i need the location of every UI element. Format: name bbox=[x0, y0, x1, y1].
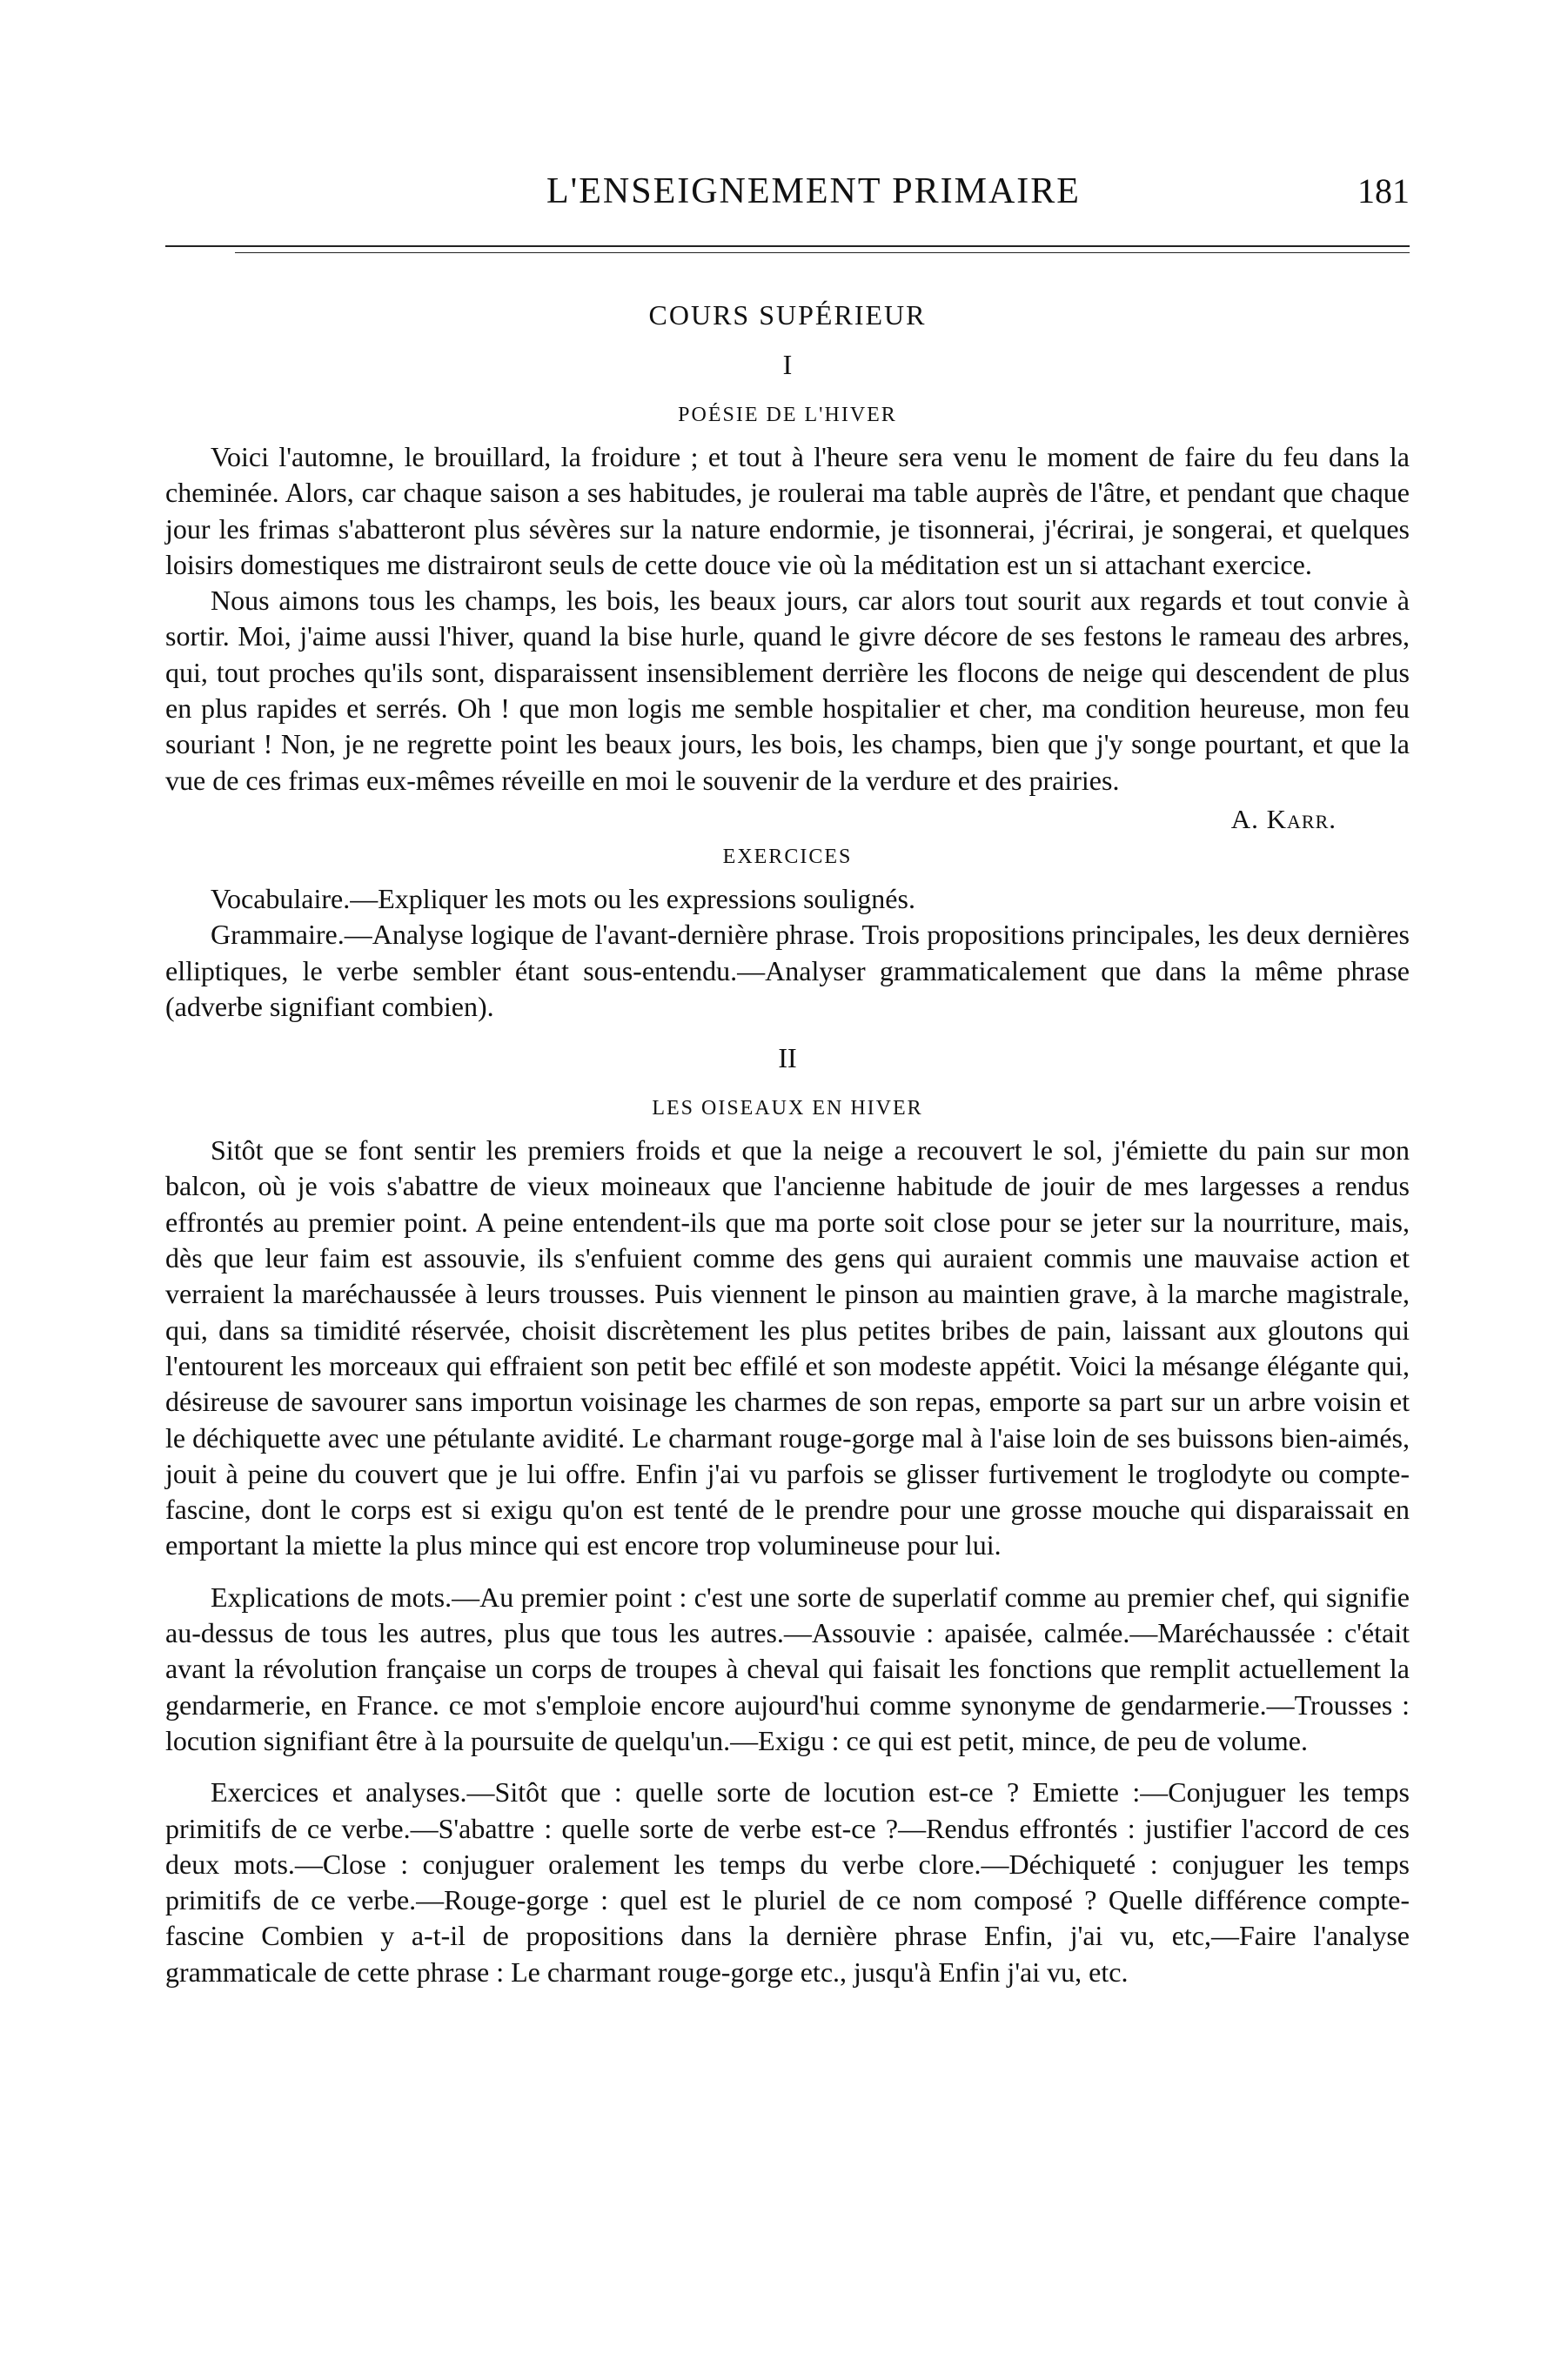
word-explanations: Explications de mots.—Au premier point : c'est une sorte de superlatif comme au premier chef, qui signifie au-dessus de tous les autres, plus que tous les autres.—Assouvie : apaisée, calmée.—Maréchaussée : c'était avant la révolution française un corps de troupes à cheval qui faisait les fonctions que remplit actuellement la gendarmerie, en France. ce mot s'emploie encore aujourd'hui comme synonyme de gendarmerie.—Trousses : locution signifiant être à la poursuite de quelqu'un.—Exigu : ce qui est petit, mince, de peu de volume. bbox=[165, 1581, 1410, 1756]
header-rule bbox=[165, 245, 1410, 261]
part-2-paragraph: Sitôt que se font sentir les premiers froids et que la neige a recouvert le sol, j'émiette du pain sur mon balcon, où je vois s'abattre de vieux moineaux que l'ancienne habitude de jouir de mes largesses a rendus effrontés au premier point. A peine entendent-ils que ma porte soit close pour se jeter sur la nourriture, mais, dès que leur faim est assouvie, ils s'enfuient comme des gens qui auraient commis une mauvaise action et verraient la maréchaussée à leurs trousses. Puis viennent le pinson au maintien grave, à la marche magistrale, qui, dans sa timidité réservée, choisit discrètement les plus petites bribes de pain, laissant aux gloutons qui l'entourent les morceaux qui effraient son petit bec effilé et son modeste appétit. Voici la mésange élégante qui, désireuse de savourer sans importun voisinage les charmes de son repas, emporte sa part sur un arbre voisin et le déchiquette avec une pétulante avidité. Le charmant rouge-gorge mal à l'aise loin de ses buissons bien-aimés, jouit à peine du couvert que je lui offre. Enfin j'ai vu parfois se glisser furtivement le troglodyte ou compte-fascine, dont le corps est si exigu qu'on est tenté de le prendre pour une grosse mouche qui disparaissait en emportant la miette la plus mince qui est encore trop volumineuse pour lui. bbox=[165, 1134, 1410, 1561]
exercise-item: Vocabulaire.—Expliquer les mots ou les expressions soulignés. bbox=[211, 882, 915, 914]
part-2-numeral: II bbox=[778, 1042, 797, 1074]
section-title: COURS SUPÉRIEUR bbox=[648, 299, 927, 331]
exercise-item: Grammaire.—Analyse logique de l'avant-dernière phrase. Trois propositions principales, les deux dernières elliptiques, le verbe sembler étant sous-entendu.—Analyser grammaticalement que dans la même phrase (adverbe signifiant combien). bbox=[165, 919, 1410, 1022]
part-1-heading: POÉSIE DE L'HIVER bbox=[678, 404, 897, 426]
page-number: 181 bbox=[1357, 171, 1410, 211]
author-signature: A. Karr. bbox=[1230, 803, 1337, 834]
part-2-heading: LES OISEAUX EN HIVER bbox=[652, 1097, 923, 1120]
exercises-heading: EXERCICES bbox=[722, 845, 853, 868]
journal-title: L'ENSEIGNEMENT PRIMAIRE bbox=[546, 171, 1081, 211]
part-1-paragraph: Voici l'automne, le brouillard, la froidure ; et tout à l'heure sera venu le moment de faire du feu dans la cheminée. Alors, car chaque saison a ses habitudes, je roulerai ma table auprès de l'âtre, et pendant que chaque jour les frimas s'abatteront plus sévères sur la nature endormie, je tisonnerai, j'écrirai, je songerai, et quelques loisirs domestiques me distrairont seuls de cette douce vie où la méditation est un si attachant exercice. bbox=[165, 441, 1410, 580]
part-1-paragraph: Nous aimons tous les champs, les bois, les beaux jours, car alors tout sourit aux regards et tout convie à sortir. Moi, j'aime aussi l'hiver, quand la bise hurle, quand le givre décore de ses festons le rameau des arbres, qui, tout proches qu'ils sont, disparaissent insensiblement derrière les flocons de neige qui descendent de plus en plus rapides et serrés. Oh ! que mon logis me semble hospitalier et cher, ma condition heureuse, mon feu souriant ! Non, je ne regrette point les beaux jours, les bois, les champs, bien que j'y songe pourtant, et que la vue de ces frimas eux-mêmes réveille en moi le souvenir de la verdure et des prairies. bbox=[165, 585, 1410, 796]
part-1-numeral: I bbox=[782, 349, 793, 380]
running-head bbox=[165, 170, 1410, 223]
page bbox=[165, 170, 1410, 1990]
exercises-and-analyses: Exercices et analyses.—Sitôt que : quelle sorte de locution est-ce ? Emiette :—Conjuguer les temps primitifs de ce verbe.—S'abattre : quelle sorte de verbe est-ce ?—Rendus effrontés : justifier l'accord de ces deux mots.—Close : conjuguer oralement les temps du verbe clore.—Déchiqueté : conjuguer les temps primitifs de ce verbe.—Rouge-gorge : quel est le pluriel de ce nom composé ? Quelle différence compte-fascine Combien y a-t-il de propositions dans la dernière phrase Enfin, j'ai vu, etc,—Faire l'analyse grammaticale de cette phrase : Le charmant rouge-gorge etc., jusqu'à Enfin j'ai vu, etc. bbox=[165, 1776, 1410, 1988]
